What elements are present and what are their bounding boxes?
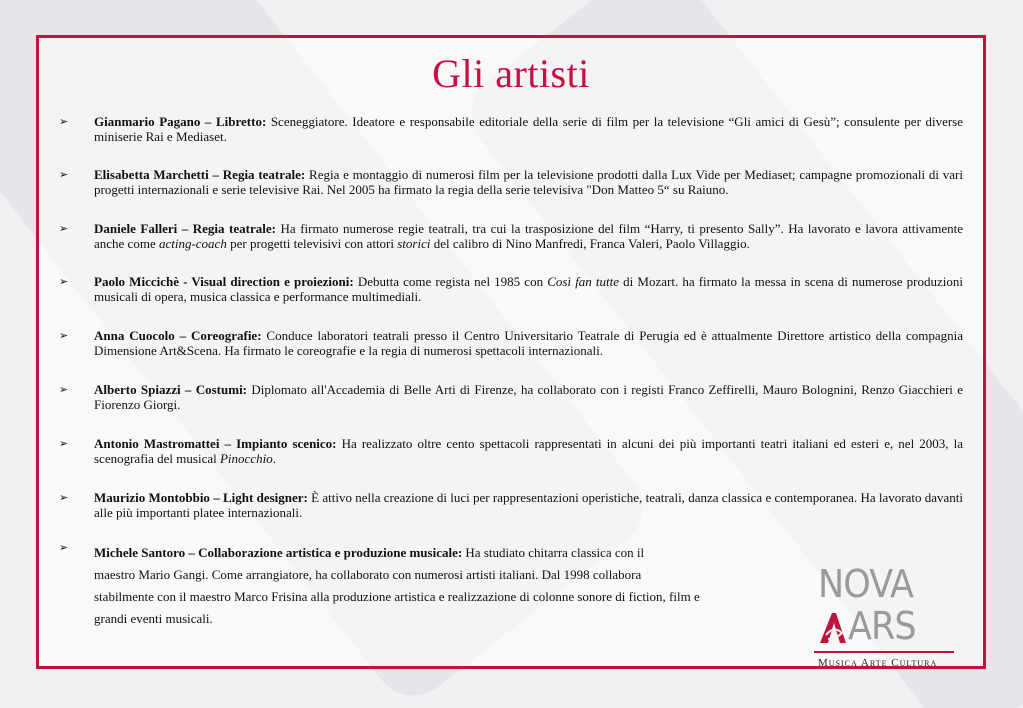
artist-item — [57, 328, 963, 358]
artist-name: Alberto Spiazzi – Costumi: — [94, 382, 248, 397]
artist-item — [57, 490, 963, 520]
artist-description: Ha firmato numerose regie teatrali, tra cui la trasposizione del film “Harry, ti presento Sally”. Ha lavorato e lavora attivamente anche come — [94, 221, 963, 251]
artist-item — [57, 114, 963, 144]
artist-description-italic: acting-coach — [158, 236, 227, 251]
artist-name: Paolo Miccichè - Visual direction e proiezioni: — [94, 274, 354, 289]
arrow-bullet-icon: ➢ — [59, 222, 69, 235]
artist-list — [57, 114, 963, 630]
artist-item — [57, 436, 963, 466]
artist-name: Elisabetta Marchetti – Regia teatrale: — [94, 167, 306, 182]
arrow-bullet-icon: ➢ — [59, 541, 69, 554]
artist-description: del calibro di Nino Manfredi, Franca Valeri, Paolo Villaggio. — [430, 236, 750, 251]
logo-tagline: Musica Arte Cultura — [818, 657, 938, 669]
artist-name: Anna Cuocolo – Coreografie: — [94, 328, 262, 343]
artist-line: grandi eventi musicali. — [94, 611, 213, 626]
artist-description: Ha studiato chitarra classica con il — [462, 545, 645, 560]
arrow-bullet-icon: ➢ — [59, 115, 69, 128]
artist-description: Diplomato all'Accademia di Belle Arti di Firenze, ha collaborato con i registi Franco Zeffirelli, Mauro Bolognini, Renzo Giacchieri e Fiorenzo Giorgi. — [94, 382, 963, 412]
artist-description: Ha realizzato oltre cento spettacoli rappresentati in alcuni dei più importanti teatri italiani ed esteri e, nel 2003, la scenografia del musical — [94, 436, 963, 466]
artist-description: Conduce laboratori teatrali presso il Centro Universitario Teatrale di Perugia ed è attualmente Direttore artistico della compagnia Dimensione Art&Scena. Ha firmato le coreografie e la regia di numerosi spettacoli internazionali. — [94, 328, 963, 358]
artist-description: È attivo nella creazione di luci per rappresentazioni operistiche, teatrali, danza classica e contemporanea. Ha lavorato davanti alle più importanti platee internazionali. — [94, 490, 964, 520]
artist-description-italic: Pinocchio — [219, 451, 273, 466]
artist-item — [57, 167, 963, 197]
artist-item — [57, 542, 781, 630]
artist-description: Sceneggiatore. Ideatore e responsabile editoriale della serie di film per la televisione “Gli amici di Gesù”; consulente per diverse miniserie Rai e Mediaset. — [94, 114, 963, 144]
artist-name: Michele Santoro – Collaborazione artistica e produzione musicale: — [94, 545, 463, 560]
artist-name: Antonio Mastromattei – Impianto scenico: — [94, 436, 337, 451]
artist-description: per progetti televisivi con attori — [226, 236, 398, 251]
arrow-bullet-icon: ➢ — [59, 329, 69, 342]
artist-name: Gianmario Pagano – Libretto: — [94, 114, 267, 129]
artist-description: . — [272, 451, 276, 466]
nova-ars-logo — [814, 562, 954, 670]
page-title: Gli artisti — [432, 51, 590, 96]
artist-line: stabilmente con il maestro Marco Frisina alla produzione artistica e realizzazione di colonne sonore di fiction, film e — [94, 589, 700, 604]
logo-divider — [814, 651, 954, 653]
artist-description: Regia e montaggio di numerosi film per la televisione prodotti dalla Lux Vide per Mediaset; campagne promozionali di vari progetti internazionali e serie televisive Rai. Nel 2005 ha firmato la regia della serie televisiva "Don Matteo 5“ su Raiuno. — [94, 167, 963, 197]
artist-line: maestro Mario Gangi. Come arrangiatore, ha collaborato con numerosi artisti italiani. Dal 1998 collabora — [94, 567, 642, 582]
music-clef-logo-icon — [818, 611, 848, 645]
arrow-bullet-icon: ➢ — [59, 275, 69, 288]
arrow-bullet-icon: ➢ — [59, 383, 69, 396]
logo-text-nova: NOVA — [818, 562, 913, 606]
artist-description: di Mozart. ha firmato la messa in scena di numerose produzioni musicali di opera, musica classica e performance multimediali. — [94, 274, 964, 304]
artist-line — [94, 542, 781, 564]
artist-item — [57, 274, 963, 304]
logo-text-ars: ARS — [848, 604, 916, 648]
artist-description-italic: storici — [397, 236, 431, 251]
arrow-bullet-icon: ➢ — [59, 437, 69, 450]
artist-item — [57, 382, 963, 412]
arrow-bullet-icon: ➢ — [59, 168, 69, 181]
artist-description-italic: Così fan tutte — [547, 274, 620, 289]
artist-name: Daniele Falleri – Regia teatrale: — [94, 221, 276, 236]
artist-name: Maurizio Montobbio – Light designer: — [94, 490, 308, 505]
artist-description: Debutta come regista nel 1985 con — [353, 274, 548, 289]
arrow-bullet-icon: ➢ — [59, 491, 69, 504]
artist-item — [57, 221, 963, 251]
